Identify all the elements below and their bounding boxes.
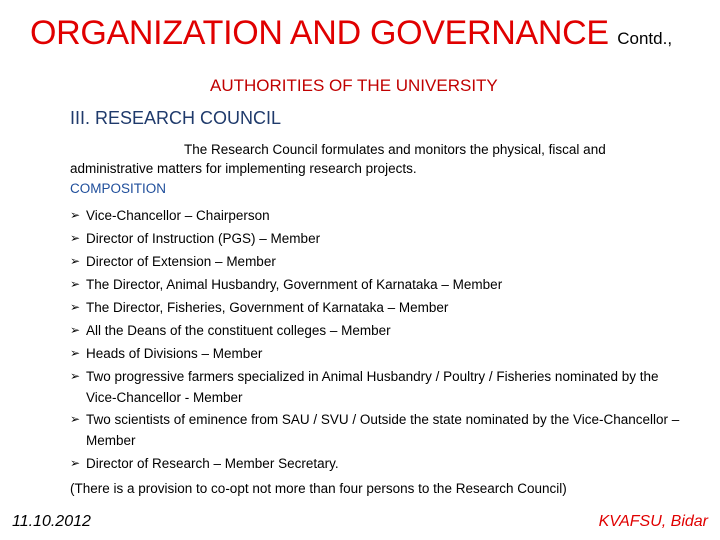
member-text: The Director, Fisheries, Government of Karnataka – Member [86,300,449,315]
member-text: Two progressive farmers specialized in Animal Husbandry / Poultry / Fisheries nominated by the Vice-Chancellor - Member [86,369,659,405]
arrow-bullet-icon: ➢ [70,346,81,360]
member-text: Director of Instruction (PGS) – Member [86,231,321,246]
contd-label: Contd., [617,29,673,48]
arrow-bullet-icon: ➢ [70,369,81,383]
member-text: The Director, Animal Husbandry, Government of Karnataka – Member [86,277,503,292]
members-list [70,204,680,475]
arrow-bullet-icon: ➢ [70,300,81,314]
subtitle: AUTHORITIES OF THE UNIVERSITY [210,76,498,95]
list-item [70,296,680,319]
slide-title [30,14,672,53]
footer-date: 11.10.2012 [12,513,91,530]
arrow-bullet-icon: ➢ [70,208,81,222]
list-item [70,204,680,227]
member-text: Two scientists of eminence from SAU / SVU / Outside the state nominated by the Vice-Chancellor – Member [86,412,680,448]
list-item [70,409,680,451]
list-item [70,250,680,273]
arrow-bullet-icon: ➢ [70,254,81,268]
arrow-bullet-icon: ➢ [70,277,81,291]
member-text: Vice-Chancellor – Chairperson [86,208,270,223]
list-item [70,452,680,475]
list-item [70,366,680,408]
section-title: III. RESEARCH COUNCIL [70,108,282,128]
intro-paragraph: The Research Council formulates and monitors the physical, fiscal and administrative matters for implementing research projects. [70,142,606,176]
list-item [70,227,680,250]
slide-title-text: ORGANIZATION AND GOVERNANCE [30,14,609,52]
member-text: Director of Research – Member Secretary. [86,456,339,471]
member-text: Heads of Divisions – Member [86,346,263,361]
list-item [70,319,680,342]
arrow-bullet-icon: ➢ [70,323,81,337]
arrow-bullet-icon: ➢ [70,456,81,470]
composition-heading: COMPOSITION [70,181,167,196]
provision-note: (There is a provision to co-opt not more than four persons to the Research Council) [70,481,567,496]
arrow-bullet-icon: ➢ [70,412,81,426]
arrow-bullet-icon: ➢ [70,231,81,245]
list-item [70,273,680,296]
member-text: All the Deans of the constituent colleges – Member [86,323,391,338]
member-text: Director of Extension – Member [86,254,276,269]
list-item [70,342,680,365]
footer-organization: KVAFSU, Bidar [598,513,708,530]
